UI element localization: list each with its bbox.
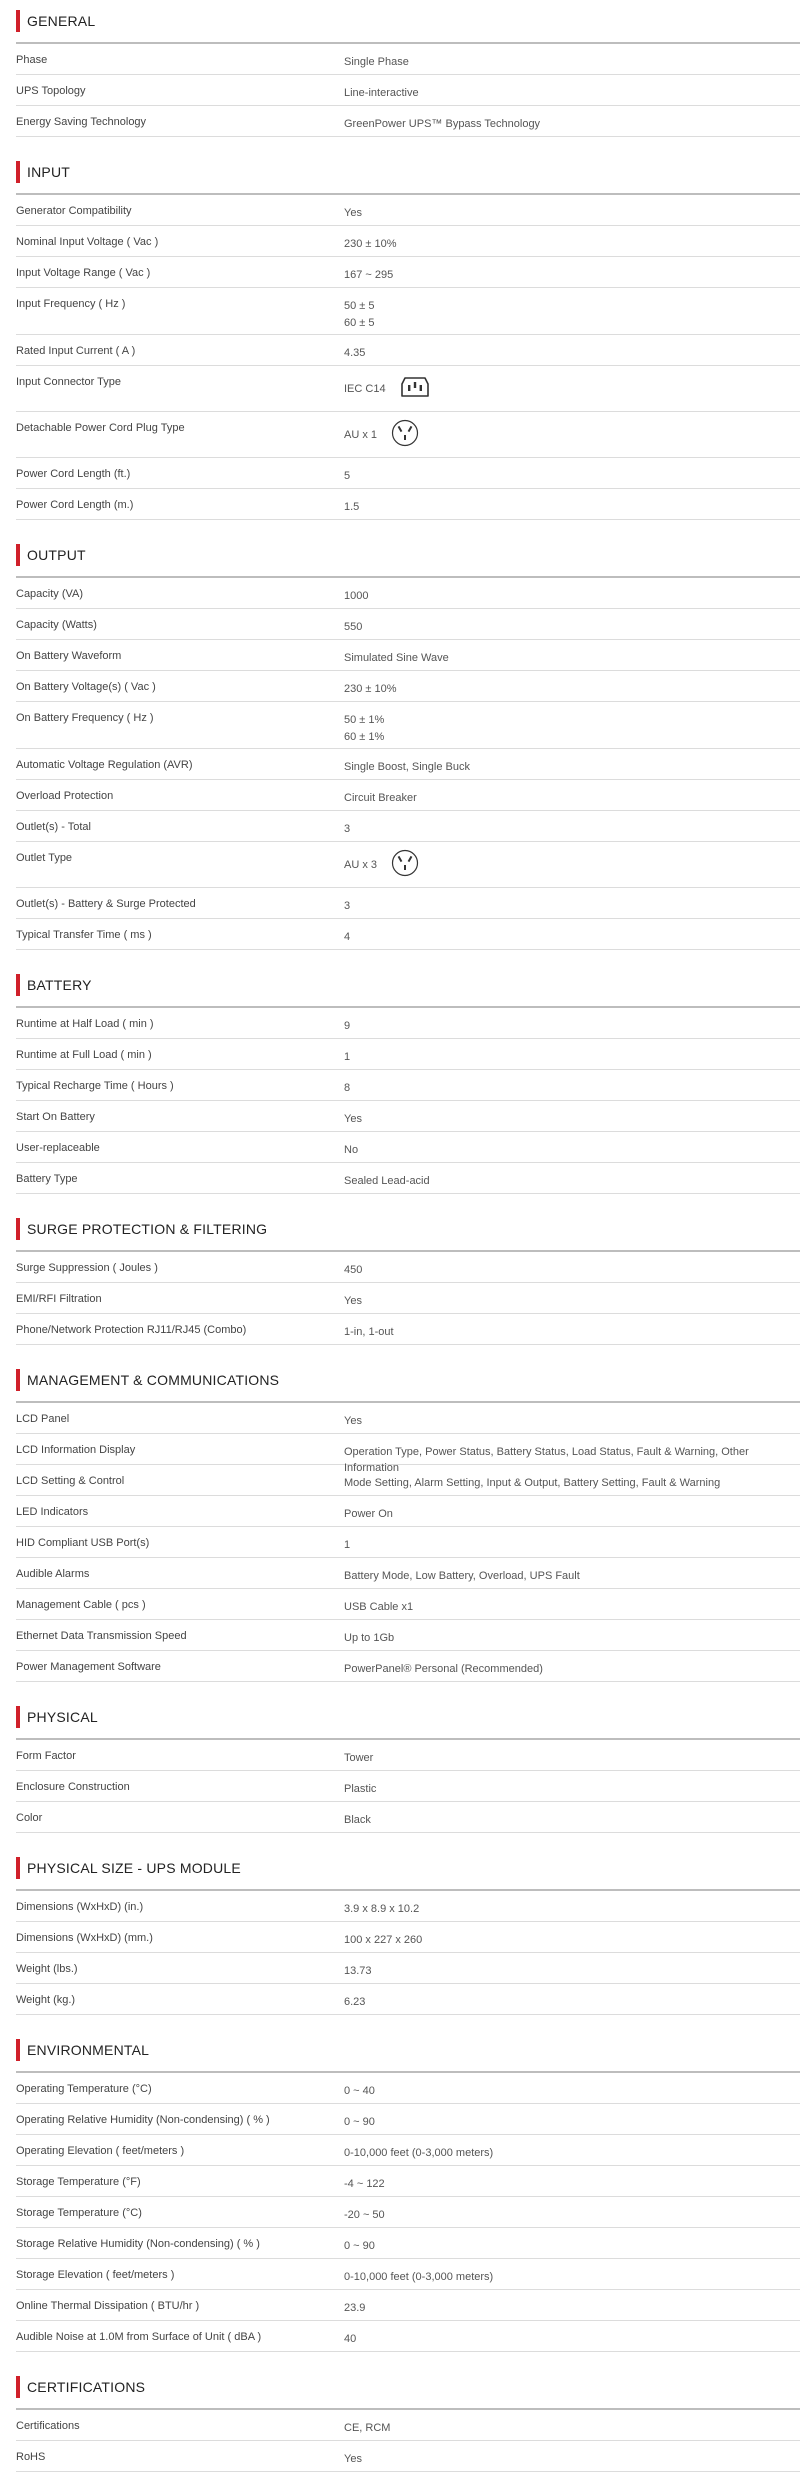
- spec-label: On Battery Frequency ( Hz ): [16, 712, 154, 724]
- spec-value-line: 60 ± 5: [344, 317, 375, 329]
- spec-row: [16, 1589, 800, 1620]
- spec-label: Power Cord Length (m.): [16, 499, 134, 511]
- spec-row: [16, 1496, 800, 1527]
- section-title: MANAGEMENT & COMMUNICATIONS: [27, 1372, 280, 1388]
- spec-value: [344, 226, 800, 256]
- spec-value-line: Plastic: [344, 1783, 377, 1795]
- spec-value: [344, 1740, 800, 1770]
- section-header: [16, 1359, 800, 1403]
- spec-label: Weight (kg.): [16, 1994, 76, 2006]
- spec-row: [16, 1802, 800, 1833]
- spec-row: [16, 578, 800, 609]
- section-environmental: [0, 2029, 800, 2352]
- section-input: [0, 151, 800, 520]
- spec-row: [16, 75, 800, 106]
- spec-value: [344, 1434, 800, 1474]
- spec-value-line: 550: [344, 621, 363, 633]
- spec-value-line: 0-10,000 feet (0-3,000 meters): [344, 2271, 494, 2283]
- spec-label: RoHS: [16, 2451, 46, 2463]
- spec-row: [16, 2410, 800, 2441]
- spec-value-line: 230 ± 10%: [344, 683, 397, 695]
- au-outlet-icon: [391, 849, 419, 880]
- spec-value-line: 450: [344, 1264, 363, 1276]
- spec-value: [344, 458, 800, 488]
- spec-row: [16, 1527, 800, 1558]
- spec-value-line: 4.35: [344, 347, 366, 359]
- section-header: [16, 1208, 800, 1252]
- spec-value-line: 50 ± 1%: [344, 714, 385, 726]
- spec-value-line: Sealed Lead-acid: [344, 1175, 430, 1187]
- spec-value: [344, 1527, 800, 1557]
- spec-label: Phone/Network Protection RJ11/RJ45 (Combo): [16, 1324, 247, 1336]
- spec-value: [344, 1070, 800, 1100]
- spec-row: [16, 780, 800, 811]
- section-spacer: [0, 137, 800, 151]
- section-header: [16, 1696, 800, 1740]
- spec-label: Nominal Input Voltage ( Vac ): [16, 236, 159, 248]
- spec-value-line: 60 ± 1%: [344, 731, 385, 743]
- section-header: [16, 2366, 800, 2410]
- spec-value: [344, 1891, 800, 1921]
- spec-value: [344, 75, 800, 105]
- spec-value: [344, 749, 800, 779]
- spec-value-line: CE, RCM: [344, 2422, 391, 2434]
- spec-value-line: 230 ± 10%: [344, 238, 397, 250]
- spec-row: [16, 288, 800, 335]
- spec-label: LED Indicators: [16, 1506, 89, 1518]
- spec-value-line: USB Cable x1: [344, 1601, 414, 1613]
- spec-label: EMI/RFI Filtration: [16, 1293, 102, 1305]
- spec-row: [16, 489, 800, 520]
- spec-value: [344, 2228, 800, 2258]
- spec-value-line: 3.9 x 8.9 x 10.2: [344, 1903, 420, 1915]
- spec-label: Start On Battery: [16, 1111, 95, 1123]
- spec-label: Input Voltage Range ( Vac ): [16, 267, 151, 279]
- spec-label: Outlet(s) - Total: [16, 821, 91, 833]
- spec-label: Power Management Software: [16, 1661, 161, 1673]
- spec-label: Storage Elevation ( feet/meters ): [16, 2269, 175, 2281]
- spec-value-line: Power On: [344, 1508, 393, 1520]
- spec-value-line: 1: [344, 1051, 351, 1063]
- spec-value: [344, 1651, 800, 1681]
- section-header: [16, 1847, 800, 1891]
- spec-value-line: 0 ~ 90: [344, 2116, 375, 2128]
- spec-value: [344, 1620, 800, 1650]
- section-accent-bar: [16, 1857, 20, 1879]
- spec-label: Audible Noise at 1.0M from Surface of Unit ( dBA ): [16, 2331, 262, 2343]
- spec-value: [344, 1403, 800, 1433]
- spec-row: [16, 2073, 800, 2104]
- spec-value: [344, 489, 800, 519]
- spec-value-line: PowerPanel® Personal (Recommended): [344, 1663, 543, 1675]
- spec-value-line: Mode Setting, Alarm Setting, Input & Output, Battery Setting, Fault & Warning: [344, 1477, 721, 1489]
- spec-row: [16, 195, 800, 226]
- spec-value: [344, 1558, 800, 1588]
- section-physical: [0, 1696, 800, 1833]
- spec-label: Storage Temperature (°F): [16, 2176, 141, 2188]
- iec-c14-connector-icon: [400, 376, 430, 401]
- spec-row: [16, 2290, 800, 2321]
- spec-value: [344, 1314, 800, 1344]
- spec-label: Operating Elevation ( feet/meters ): [16, 2145, 185, 2157]
- spec-row: [16, 2441, 800, 2472]
- spec-value-line: Operation Type, Power Status, Battery Status, Load Status, Fault & Warning, Other Information: [344, 1446, 749, 1474]
- spec-label: Enclosure Construction: [16, 1781, 130, 1793]
- spec-value: [344, 2197, 800, 2227]
- spec-value: [344, 1132, 800, 1162]
- spec-row: [16, 1953, 800, 1984]
- section-spacer: [0, 2352, 800, 2366]
- spec-value: [344, 578, 800, 608]
- spec-label: Color: [16, 1812, 43, 1824]
- spec-row: [16, 702, 800, 749]
- spec-value: [344, 2135, 800, 2165]
- section-physical-size-ups-module: [0, 1847, 800, 2015]
- spec-value: [344, 702, 800, 748]
- section-header: [16, 534, 800, 578]
- spec-value: [344, 2321, 800, 2351]
- section-certifications: [0, 2366, 800, 2472]
- spec-row: [16, 1314, 800, 1345]
- spec-label: Input Frequency ( Hz ): [16, 298, 126, 310]
- section-accent-bar: [16, 544, 20, 566]
- spec-label: Detachable Power Cord Plug Type: [16, 422, 185, 434]
- spec-value-line: 5: [344, 470, 351, 482]
- spec-value: [344, 44, 800, 74]
- spec-row: [16, 1283, 800, 1314]
- spec-value: [344, 1802, 800, 1832]
- spec-value: [344, 1283, 800, 1313]
- spec-row: [16, 2228, 800, 2259]
- spec-value-line: Yes: [344, 207, 362, 219]
- spec-value: [344, 1922, 800, 1952]
- section-title: INPUT: [27, 164, 70, 180]
- spec-row: [16, 2321, 800, 2352]
- spec-row: [16, 1891, 800, 1922]
- spec-value: [344, 257, 800, 287]
- spec-value-line: 100 x 227 x 260: [344, 1934, 423, 1946]
- section-general: [0, 0, 800, 137]
- spec-value: [344, 2441, 800, 2471]
- spec-value: [344, 1589, 800, 1619]
- section-spacer: [0, 950, 800, 964]
- spec-row: [16, 106, 800, 137]
- spec-label: Rated Input Current ( A ): [16, 345, 136, 357]
- spec-value-line: Simulated Sine Wave: [344, 652, 449, 664]
- spec-label: Battery Type: [16, 1173, 78, 1185]
- section-title: CERTIFICATIONS: [27, 2379, 146, 2395]
- section-spacer: [0, 1194, 800, 1208]
- spec-label: Capacity (Watts): [16, 619, 97, 631]
- spec-label: Input Connector Type: [16, 376, 121, 388]
- section-title: GENERAL: [27, 13, 96, 29]
- spec-value: [344, 609, 800, 639]
- spec-value: [344, 195, 800, 225]
- spec-value-line: Line-interactive: [344, 87, 419, 99]
- spec-label: HID Compliant USB Port(s): [16, 1537, 150, 1549]
- spec-value-line: AU x 3: [344, 858, 378, 871]
- section-output: [0, 534, 800, 950]
- spec-value: [344, 780, 800, 810]
- spec-label: User-replaceable: [16, 1142, 100, 1154]
- spec-value: [344, 1101, 800, 1131]
- spec-row: [16, 1008, 800, 1039]
- spec-label: Energy Saving Technology: [16, 116, 147, 128]
- spec-value: [344, 2104, 800, 2134]
- spec-row: [16, 257, 800, 288]
- spec-row: [16, 2259, 800, 2290]
- section-accent-bar: [16, 1218, 20, 1240]
- spec-value-line: Single Phase: [344, 56, 409, 68]
- spec-value-line: 4: [344, 931, 351, 943]
- spec-label: Online Thermal Dissipation ( BTU/hr ): [16, 2300, 200, 2312]
- spec-label: Dimensions (WxHxD) (mm.): [16, 1932, 153, 1944]
- spec-row: [16, 2104, 800, 2135]
- spec-value-line: 3: [344, 900, 351, 912]
- spec-label: Phase: [16, 54, 48, 66]
- section-accent-bar: [16, 1706, 20, 1728]
- spec-label: Overload Protection: [16, 790, 114, 802]
- spec-value-line: Battery Mode, Low Battery, Overload, UPS Fault: [344, 1570, 580, 1582]
- spec-row: [16, 609, 800, 640]
- spec-row: [16, 2135, 800, 2166]
- spec-row: [16, 1771, 800, 1802]
- spec-value: [344, 640, 800, 670]
- spec-row: [16, 1558, 800, 1589]
- spec-value: [344, 1496, 800, 1526]
- spec-row: [16, 1434, 800, 1474]
- spec-row: [16, 671, 800, 702]
- section-accent-bar: [16, 1369, 20, 1391]
- spec-label: UPS Topology: [16, 85, 86, 97]
- section-battery: [0, 964, 800, 1194]
- spec-value: [344, 2290, 800, 2320]
- spec-row: [16, 335, 800, 366]
- section-accent-bar: [16, 161, 20, 183]
- spec-value-line: Yes: [344, 1113, 362, 1125]
- section-accent-bar: [16, 2376, 20, 2398]
- spec-value-line: -4 ~ 122: [344, 2178, 385, 2190]
- spec-label: Runtime at Full Load ( min ): [16, 1049, 152, 1061]
- spec-label: Surge Suppression ( Joules ): [16, 1262, 158, 1274]
- spec-row: [16, 1984, 800, 2015]
- spec-value: [344, 842, 800, 887]
- spec-label: Automatic Voltage Regulation (AVR): [16, 759, 193, 771]
- spec-row: [16, 1651, 800, 1682]
- spec-value: [344, 106, 800, 136]
- section-spacer: [0, 520, 800, 534]
- spec-value-line: 0 ~ 90: [344, 2240, 375, 2252]
- spec-label: Operating Relative Humidity (Non-condensing) ( % ): [16, 2114, 270, 2126]
- spec-row: [16, 1101, 800, 1132]
- spec-value: [344, 288, 800, 334]
- spec-value: [344, 811, 800, 841]
- spec-row: [16, 1740, 800, 1771]
- spec-row: [16, 1465, 800, 1496]
- spec-row: [16, 1252, 800, 1283]
- spec-value-line: 1000: [344, 590, 369, 602]
- spec-row: [16, 1039, 800, 1070]
- section-spacer: [0, 1345, 800, 1359]
- spec-value: [344, 1008, 800, 1038]
- spec-value: [344, 366, 800, 411]
- spec-label: Typical Recharge Time ( Hours ): [16, 1080, 174, 1092]
- spec-value-line: Up to 1Gb: [344, 1632, 395, 1644]
- spec-value-line: 1.5: [344, 501, 360, 513]
- spec-value-line: 0-10,000 feet (0-3,000 meters): [344, 2147, 494, 2159]
- spec-value: [344, 2410, 800, 2440]
- spec-value-line: 8: [344, 1082, 351, 1094]
- section-title: SURGE PROTECTION & FILTERING: [27, 1221, 268, 1237]
- spec-value: [344, 1252, 800, 1282]
- section-surge-protection-filtering: [0, 1208, 800, 1345]
- spec-row: [16, 640, 800, 671]
- spec-value-line: 23.9: [344, 2302, 366, 2314]
- spec-value-line: 3: [344, 823, 351, 835]
- spec-value-line: AU x 1: [344, 428, 378, 441]
- section-accent-bar: [16, 974, 20, 996]
- spec-value-line: Tower: [344, 1752, 374, 1764]
- section-title: OUTPUT: [27, 547, 86, 563]
- spec-label: Management Cable ( pcs ): [16, 1599, 146, 1611]
- section-accent-bar: [16, 2039, 20, 2061]
- spec-value: [344, 2166, 800, 2196]
- spec-label: Certifications: [16, 2420, 80, 2432]
- spec-value-line: 9: [344, 1020, 351, 1032]
- spec-label: Form Factor: [16, 1750, 76, 1762]
- section-title: ENVIRONMENTAL: [27, 2042, 150, 2058]
- spec-label: Storage Relative Humidity (Non-condensing) ( % ): [16, 2238, 260, 2250]
- spec-label: Capacity (VA): [16, 588, 84, 600]
- section-header: [16, 0, 800, 44]
- spec-row: [16, 749, 800, 780]
- spec-value: [344, 412, 800, 457]
- section-header: [16, 2029, 800, 2073]
- spec-row: [16, 919, 800, 950]
- spec-value-line: 0 ~ 40: [344, 2085, 375, 2097]
- spec-label: Runtime at Half Load ( min ): [16, 1018, 154, 1030]
- spec-value-line: Yes: [344, 1415, 362, 1427]
- spec-value-line: IEC C14: [344, 382, 386, 395]
- spec-value-line: 40: [344, 2333, 357, 2345]
- spec-label: Outlet Type: [16, 852, 73, 864]
- spec-label: Audible Alarms: [16, 1568, 90, 1580]
- spec-row: [16, 1163, 800, 1194]
- spec-label: Ethernet Data Transmission Speed: [16, 1630, 187, 1642]
- spec-value: [344, 1465, 800, 1495]
- section-spacer: [0, 1833, 800, 1847]
- spec-label: On Battery Voltage(s) ( Vac ): [16, 681, 156, 693]
- spec-label: Typical Transfer Time ( ms ): [16, 929, 152, 941]
- spec-label: Storage Temperature (°C): [16, 2207, 142, 2219]
- spec-value: [344, 1039, 800, 1069]
- spec-row: [16, 458, 800, 489]
- spec-value-line: Black: [344, 1814, 371, 1826]
- spec-value: [344, 2259, 800, 2289]
- spec-value-line: Yes: [344, 2453, 362, 2465]
- spec-label: Weight (lbs.): [16, 1963, 78, 1975]
- spec-row: [16, 1132, 800, 1163]
- spec-label: Power Cord Length (ft.): [16, 468, 131, 480]
- spec-value: [344, 2073, 800, 2103]
- spec-label: Operating Temperature (°C): [16, 2083, 152, 2095]
- spec-row: [16, 811, 800, 842]
- section-title: BATTERY: [27, 977, 92, 993]
- spec-label: Outlet(s) - Battery & Surge Protected: [16, 898, 196, 910]
- spec-label: LCD Information Display: [16, 1444, 136, 1456]
- spec-value-line: 1: [344, 1539, 351, 1551]
- spec-label: Generator Compatibility: [16, 205, 132, 217]
- spec-value-line: -20 ~ 50: [344, 2209, 385, 2221]
- spec-value-line: Circuit Breaker: [344, 792, 417, 804]
- section-management-communications: [0, 1359, 800, 1682]
- section-title: PHYSICAL SIZE - UPS MODULE: [27, 1860, 241, 1876]
- spec-row: [16, 1620, 800, 1651]
- spec-value: [344, 671, 800, 701]
- spec-row: [16, 1403, 800, 1434]
- spec-value: [344, 888, 800, 918]
- spec-value: [344, 1953, 800, 1983]
- spec-row: [16, 366, 800, 412]
- spec-row: [16, 412, 800, 458]
- spec-row: [16, 2166, 800, 2197]
- section-header: [16, 151, 800, 195]
- spec-value-line: 50 ± 5: [344, 300, 375, 312]
- spec-value-line: 167 ~ 295: [344, 269, 394, 281]
- spec-label: LCD Panel: [16, 1413, 70, 1425]
- spec-value-line: Yes: [344, 1295, 362, 1307]
- spec-row: [16, 226, 800, 257]
- spec-value-line: Single Boost, Single Buck: [344, 761, 470, 773]
- spec-value-line: 13.73: [344, 1965, 372, 1977]
- spec-value-line: 1-in, 1-out: [344, 1326, 394, 1338]
- spec-label: LCD Setting & Control: [16, 1475, 125, 1487]
- spec-value: [344, 919, 800, 949]
- section-title: PHYSICAL: [27, 1709, 98, 1725]
- spec-value: [344, 1163, 800, 1193]
- spec-row: [16, 888, 800, 919]
- spec-row: [16, 2197, 800, 2228]
- section-accent-bar: [16, 10, 20, 32]
- spec-value-line: GreenPower UPS™ Bypass Technology: [344, 118, 541, 130]
- spec-row: [16, 842, 800, 888]
- spec-label: Dimensions (WxHxD) (in.): [16, 1901, 144, 1913]
- spec-value: [344, 1984, 800, 2014]
- spec-value: [344, 335, 800, 365]
- au-plug-icon: [391, 419, 419, 450]
- spec-row: [16, 1070, 800, 1101]
- spec-value: [344, 1771, 800, 1801]
- spec-value-line: No: [344, 1144, 359, 1156]
- section-spacer: [0, 2015, 800, 2029]
- section-header: [16, 964, 800, 1008]
- spec-value-line: 6.23: [344, 1996, 366, 2008]
- spec-row: [16, 44, 800, 75]
- spec-label: On Battery Waveform: [16, 650, 122, 662]
- section-spacer: [0, 1682, 800, 1696]
- spec-row: [16, 1922, 800, 1953]
